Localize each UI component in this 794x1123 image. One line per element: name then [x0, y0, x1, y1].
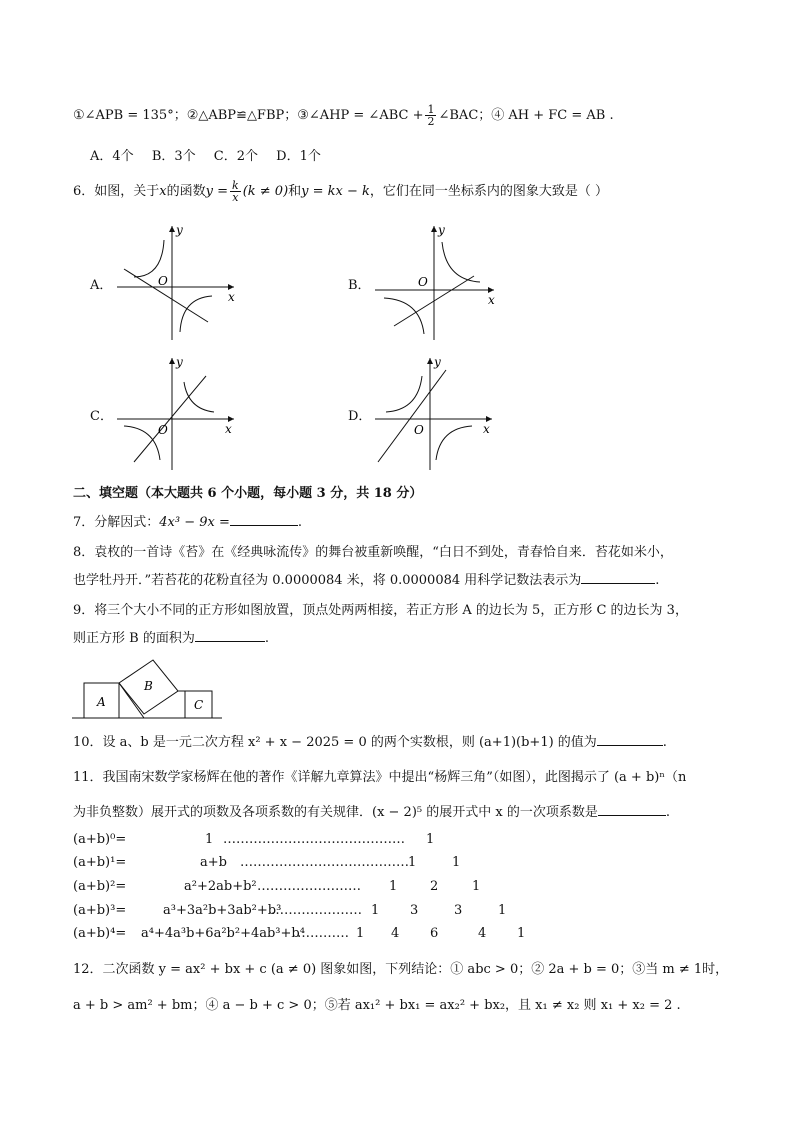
- q9-squares-figure: [72, 652, 227, 722]
- graph-c-label[interactable]: C．: [90, 409, 113, 424]
- graph-d-hyperbola-branch-2: [436, 426, 472, 460]
- graph-b-origin: O: [418, 275, 428, 289]
- q5-options: [90, 145, 321, 164]
- graph-a-x-label: x: [228, 290, 235, 304]
- graph-a-hyperbola-branch-1: [134, 240, 164, 277]
- graph-d-y-label: y: [434, 355, 441, 369]
- graph-b: [370, 222, 500, 342]
- graph-a-origin: O: [158, 274, 168, 288]
- one-half-fraction: $\frac{1}{2}$: [427, 103, 435, 128]
- graph-b-x-label: x: [488, 293, 495, 307]
- q5-option-d[interactable]: D．1个: [276, 149, 321, 164]
- graph-d: [370, 354, 500, 472]
- q7-question: 7．分解因式：4x³ − 9x = .: [73, 515, 303, 530]
- q9-line-1: 9．将三个大小不同的正方形如图放置，顶点处两两相接，若正方形 A 的边长为 5，正方形 C 的边长为 3，: [73, 603, 688, 618]
- graph-a-label[interactable]: A．: [90, 278, 113, 293]
- q10-question: 10．设 a、b 是一元二次方程 x² + x − 2025 = 0 的两个实数根，则 (a+1)(b+1) 的值为 .: [73, 735, 667, 750]
- graph-b-y-arrow: [431, 226, 437, 232]
- k-over-x-fraction: $\frac{k}{x}$: [232, 179, 239, 204]
- graph-d-y-arrow: [427, 358, 433, 364]
- q5-statements: ①∠APB = 135°；②△ABP≌△FBP；③∠AHP = ∠ABC + $\frac{1}{2}$ ∠BAC；④ AH + FC = AB .: [73, 103, 614, 128]
- graph-a: [112, 222, 242, 342]
- q8-answer-blank[interactable]: [581, 583, 655, 584]
- q11-line-2: 为非负整数）展开式的项数及各项系数的有关规律．(x − 2)⁵ 的展开式中 x 的一次项系数是 .: [73, 805, 670, 820]
- graph-b-hyperbola-branch-2: [384, 298, 424, 334]
- graph-c-y-arrow: [169, 358, 175, 364]
- graph-c: [112, 354, 242, 472]
- q5-option-a[interactable]: A．4个: [90, 149, 134, 164]
- graph-d-label[interactable]: D．: [348, 409, 372, 424]
- graph-b-label[interactable]: B．: [348, 278, 371, 293]
- q9-answer-blank[interactable]: [195, 641, 265, 642]
- square-c-label: C: [194, 698, 204, 712]
- document-page: ①∠APB = 135°；②△ABP≌△FBP；③∠AHP = ∠ABC + $\frac{1}{2}$ ∠BAC；④ AH + FC = AB . A．4个 B．3个 C．2个 D．1个 6．如图，关于x的函数y = $\frac{k}{x}$ (k ≠ 0)和y = kx − k，它们在同一坐标系内的图象大致是（ ） A． y x O B． y x O C． y x O D． y x O 二、填空题（本大题共 6 个小题，每小题 3 分，共 18 分） 7．分解因式：4x³ − 9x = . 8．袁枚的一首诗《苔》在《经典咏流传》的舞台被重新唤醒，“白日不到处，青春恰自来．苔花如米小， 也学牡丹开．”若苔花的花粉直径为 0.0000084 米，将 0.0000084 用科学记数法表示为 . 9．将三个大小不同的正方形如图放置，顶点处两两相接，若正方形 A 的边长为 5，正方形 C 的边长为 3， 则正方形 B 的面积为 . A B C 10．设 a、b 是一元二次方程 x² + x − 2025 = 0 的两个实数根，则 (a+1)(b+1) 的值为 . 11．我国南宋数学家杨辉在他的著作《详解九章算法》中提出“杨辉三角”（如图），此图揭示了 (a + b)ⁿ（n 为非负整数）展开式的项数及各项系数的有关规律．(x − 2)⁵ 的展开式中 x 的一次项系数是 . (a+b)⁰= 1 …………………………………… 1 (a+b)¹= a+b ………………………………… 1 1 (a+b)²= a²+2ab+b² …………………… 1 2 1 (a+b)³= a³+3a²b+3ab²+b³ ………………… 1 3 3 1 (a+b)⁴= a⁴+4a³b+6a²b²+4ab³+b⁴ ………… 1 4 6 4 1 12．二次函数 y = ax² + bx + c (a ≠ 0) 图象如图，下列结论：① abc > 0；② 2a + b = 0；③当 m ≠ 1时， a + b > am² + bm；④ a − b + c > 0；⑤若 ax₁² + bx₁ = ax₂² + bx₂，且 x₁ ≠ x₂ 则 x₁ + x₂ = 2 .: [73, 103, 729, 1013]
- q11-answer-blank[interactable]: [598, 815, 666, 816]
- graph-d-x-label: x: [483, 422, 490, 436]
- q9-line-2: 则正方形 B 的面积为 .: [73, 631, 269, 646]
- q5-option-b[interactable]: B．3个: [151, 149, 196, 164]
- square-b-label: B: [144, 679, 153, 693]
- q7-answer-blank[interactable]: [230, 525, 298, 526]
- graph-b-y-label: y: [438, 223, 445, 237]
- graph-d-origin: O: [414, 423, 424, 437]
- q6-question: 6．如图，关于x的函数y = $\frac{k}{x}$ (k ≠ 0)和y = kx − k，它们在同一坐标系内的图象大致是（ ）: [73, 179, 609, 204]
- graph-c-y-label: y: [176, 355, 183, 369]
- q5-option-c[interactable]: C．2个: [213, 149, 258, 164]
- section-2-title: 二、填空题（本大题共 6 个小题，每小题 3 分，共 18 分）: [73, 486, 423, 501]
- q8-line-1: 8．袁枚的一首诗《苔》在《经典咏流传》的舞台被重新唤醒，“白日不到处，青春恰自来．苔花如米小，: [73, 545, 673, 560]
- q8-line-2: 也学牡丹开．”若苔花的花粉直径为 0.0000084 米，将 0.0000084 用科学记数法表示为 .: [73, 573, 660, 588]
- q12-line-1: 12．二次函数 y = ax² + bx + c (a ≠ 0) 图象如图，下列结论：① abc > 0；② 2a + b = 0；③当 m ≠ 1时，: [73, 962, 729, 977]
- graph-b-hyperbola-branch-1: [442, 242, 480, 282]
- q12-line-2: a + b > am² + bm；④ a − b + c > 0；⑤若 ax₁² + bx₁ = ax₂² + bx₂，且 x₁ ≠ x₂ 则 x₁ + x₂ = 2 .: [73, 998, 681, 1013]
- graph-d-line: [378, 370, 446, 462]
- graph-a-y-label: y: [176, 223, 183, 237]
- square-a-label: A: [97, 695, 106, 709]
- graph-d-hyperbola-branch-1: [386, 376, 422, 412]
- graph-a-y-arrow: [169, 226, 175, 232]
- graph-c-origin: O: [158, 423, 168, 437]
- q11-line-1: 11．我国南宋数学家杨辉在他的著作《详解九章算法》中提出“杨辉三角”（如图），此图揭示了 (a + b)ⁿ（n: [73, 770, 687, 785]
- graph-c-hyperbola-branch-2: [124, 426, 160, 460]
- square-b-lower-edge: [119, 683, 144, 718]
- graph-c-x-label: x: [225, 422, 232, 436]
- q10-answer-blank[interactable]: [597, 745, 663, 746]
